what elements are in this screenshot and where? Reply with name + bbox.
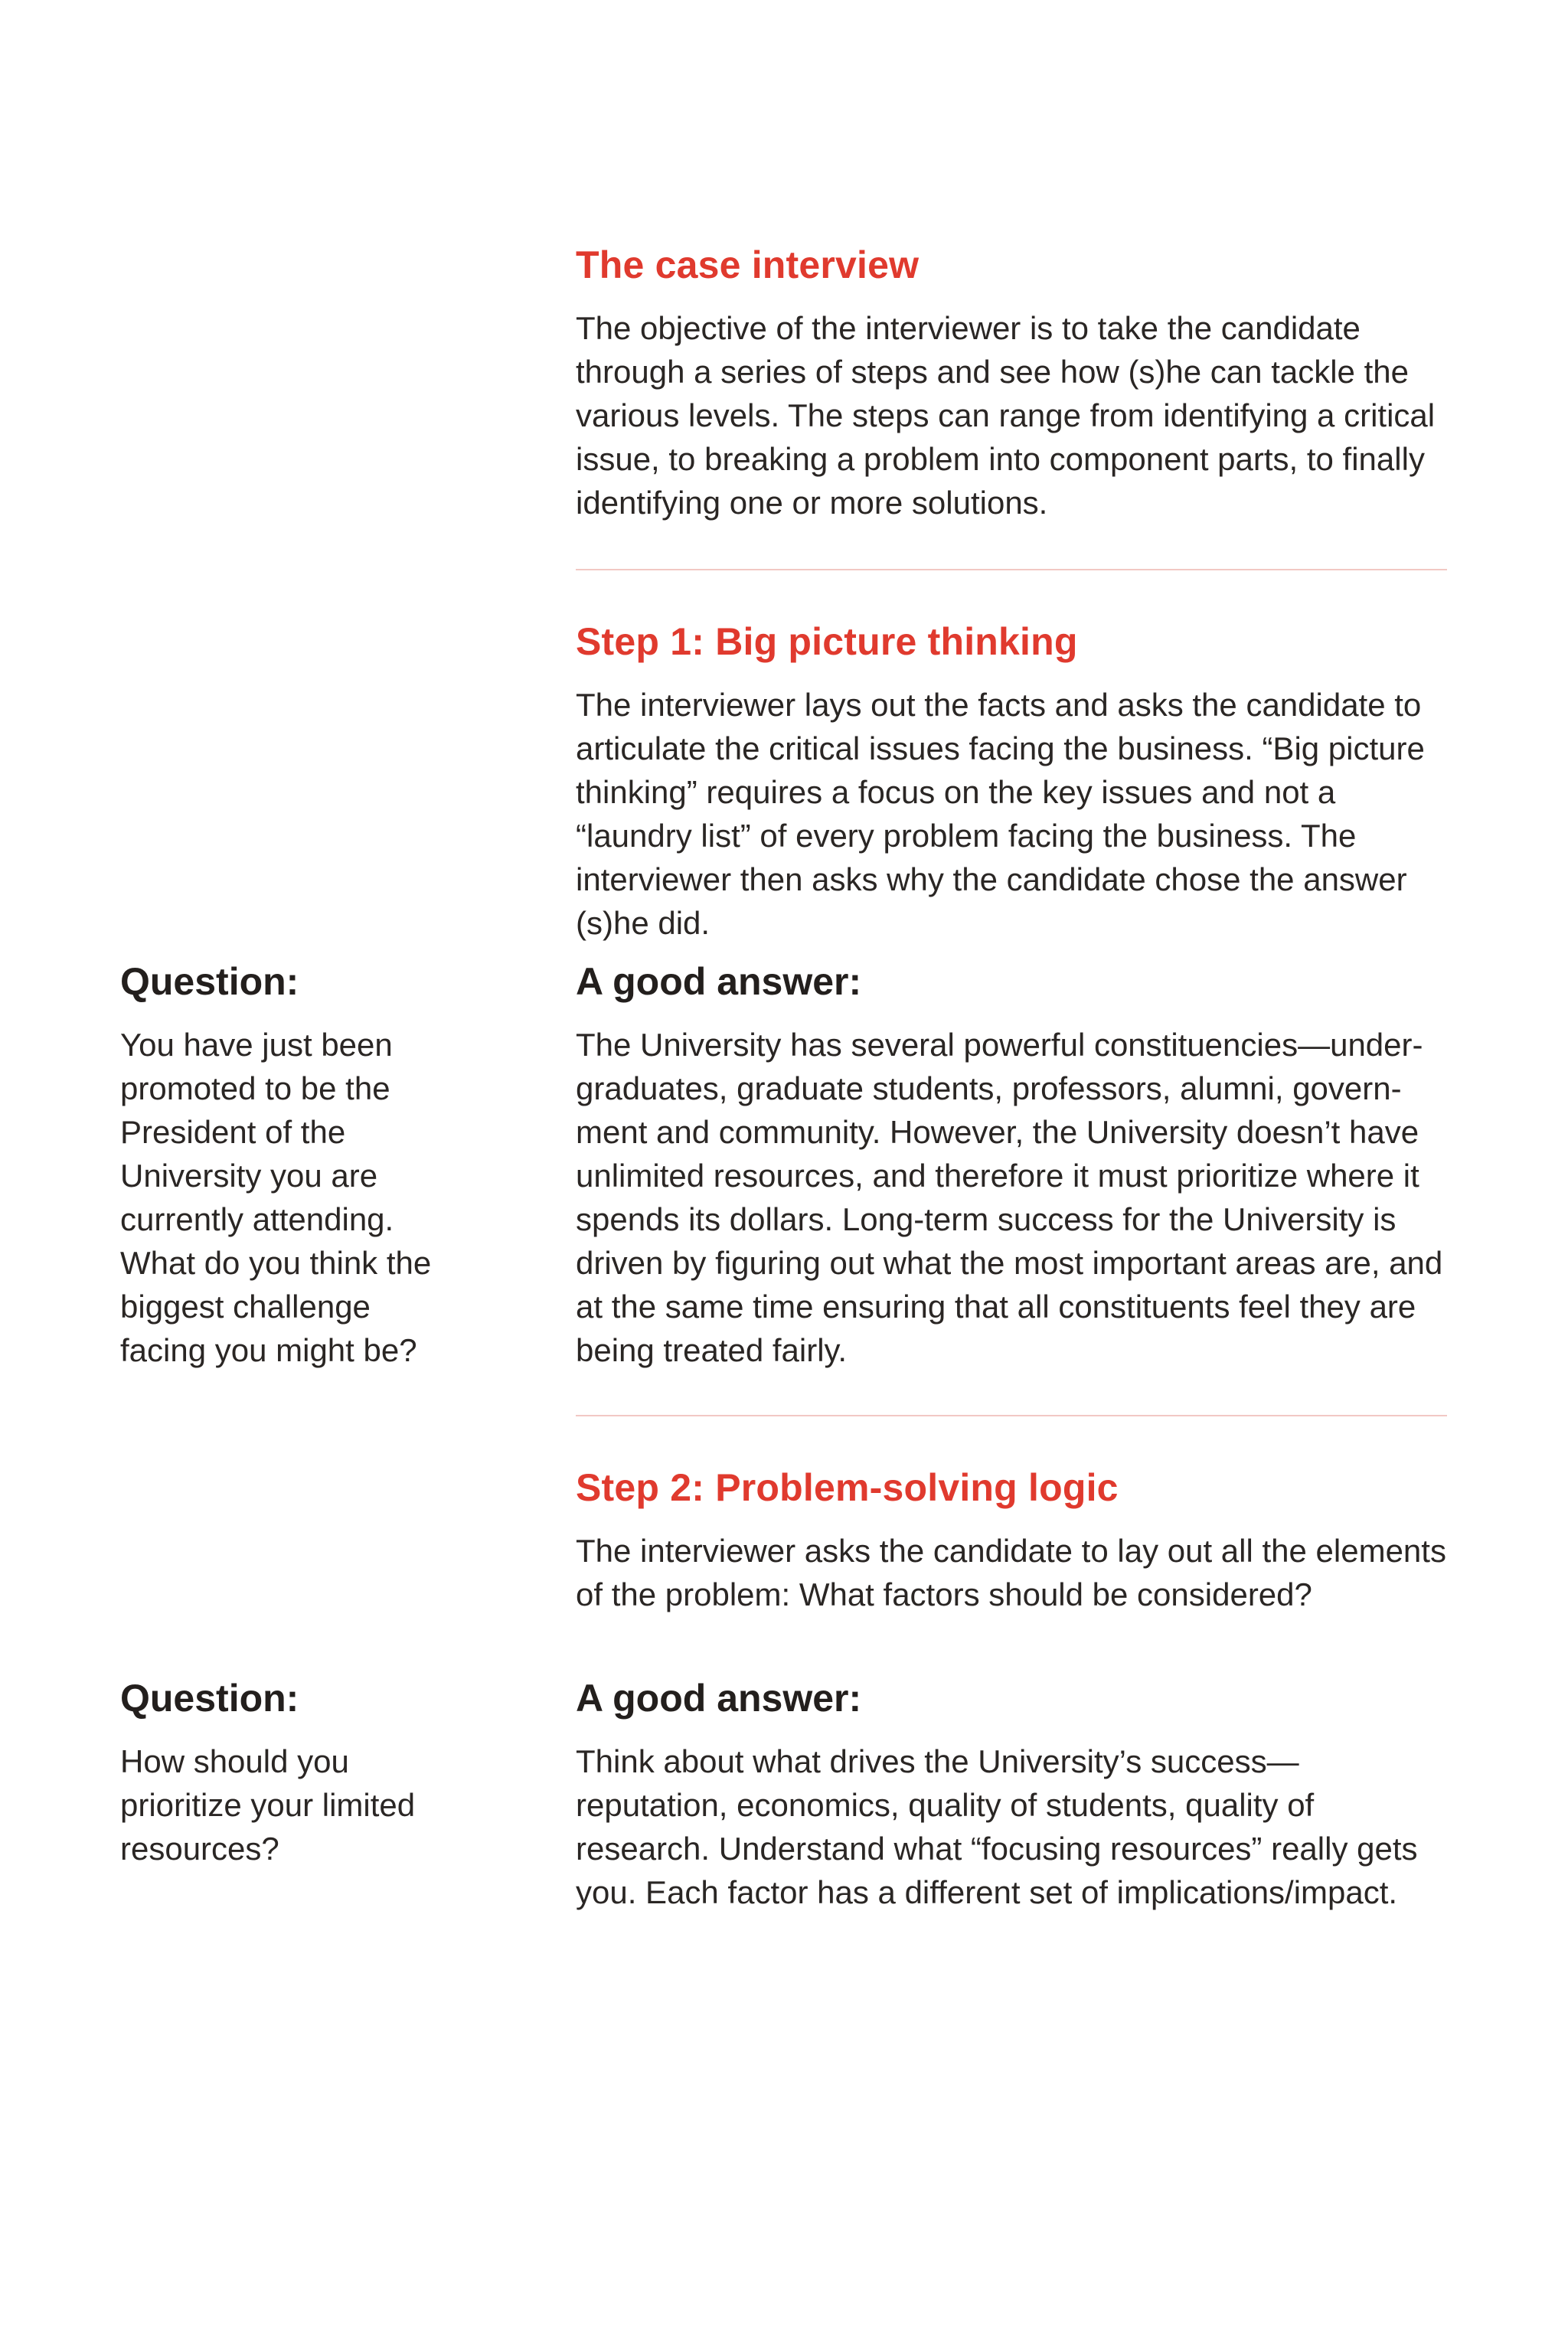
step2-answer-label: A good answer: [576,1677,862,1720]
step2-answer [576,1675,1447,1914]
step2-body: The interviewer asks the candidate to lay out all the elements of the problem: What factors should be considered? [576,1533,1446,1612]
step1-heading: Step 1: Big picture thinking [576,620,1078,663]
step1-answer-text: The University has several powerful constituencies—under-graduates, graduate students, professors, alumni, govern-ment and community. However, the University doesn’t have unlimited resources, and therefore it must prioritize where it spends its dollars. Long-term success for the University is driven by figuring out what the most important areas are, and at the same time ensuring that all constituents feel they are being treated fairly. [576,1027,1443,1368]
step2-question-label: Question: [120,1677,299,1720]
step1-answer-label: A good answer: [576,960,862,1003]
intro-body: The objective of the interviewer is to take the candidate through a series of steps and see how (s)he can tackle the various levels. The steps can range from identifying a critical issue, to breaking a problem into component parts, to finally identifying one or more solutions. [576,310,1436,521]
step1-body: The interviewer lays out the facts and asks the candidate to articulate the critical issues facing the business. “Big picture thinking” requires a focus on the key issues and not a “laundry list” of every problem facing the business. The interviewer then asks why the candidate chose the answer (s)he did. [576,687,1425,941]
step2-section [576,1465,1447,1616]
section-divider-1 [576,569,1447,570]
step1-section [576,619,1447,945]
step1-question-text: You have just been promoted to be the President of the University you are currently attending. What do you think the biggest challenge facing you might be? [120,1027,432,1368]
step2-question [120,1675,457,1870]
step1-question-label: Question: [120,960,299,1003]
step1-answer [576,959,1447,1372]
section-divider-2 [576,1415,1447,1416]
step2-heading: Step 2: Problem-solving logic [576,1466,1119,1509]
intro-heading: The case interview [576,243,920,286]
intro-section [576,242,1447,524]
step2-question-text: How should you prioritize your limited resources? [120,1743,416,1867]
step1-question [120,959,457,1372]
step2-answer-text: Think about what drives the University’s success—reputation, economics, quality of students, quality of research. Understand what “focusing resources” really gets you. Each factor has a different set of implications/impact. [576,1743,1418,1910]
